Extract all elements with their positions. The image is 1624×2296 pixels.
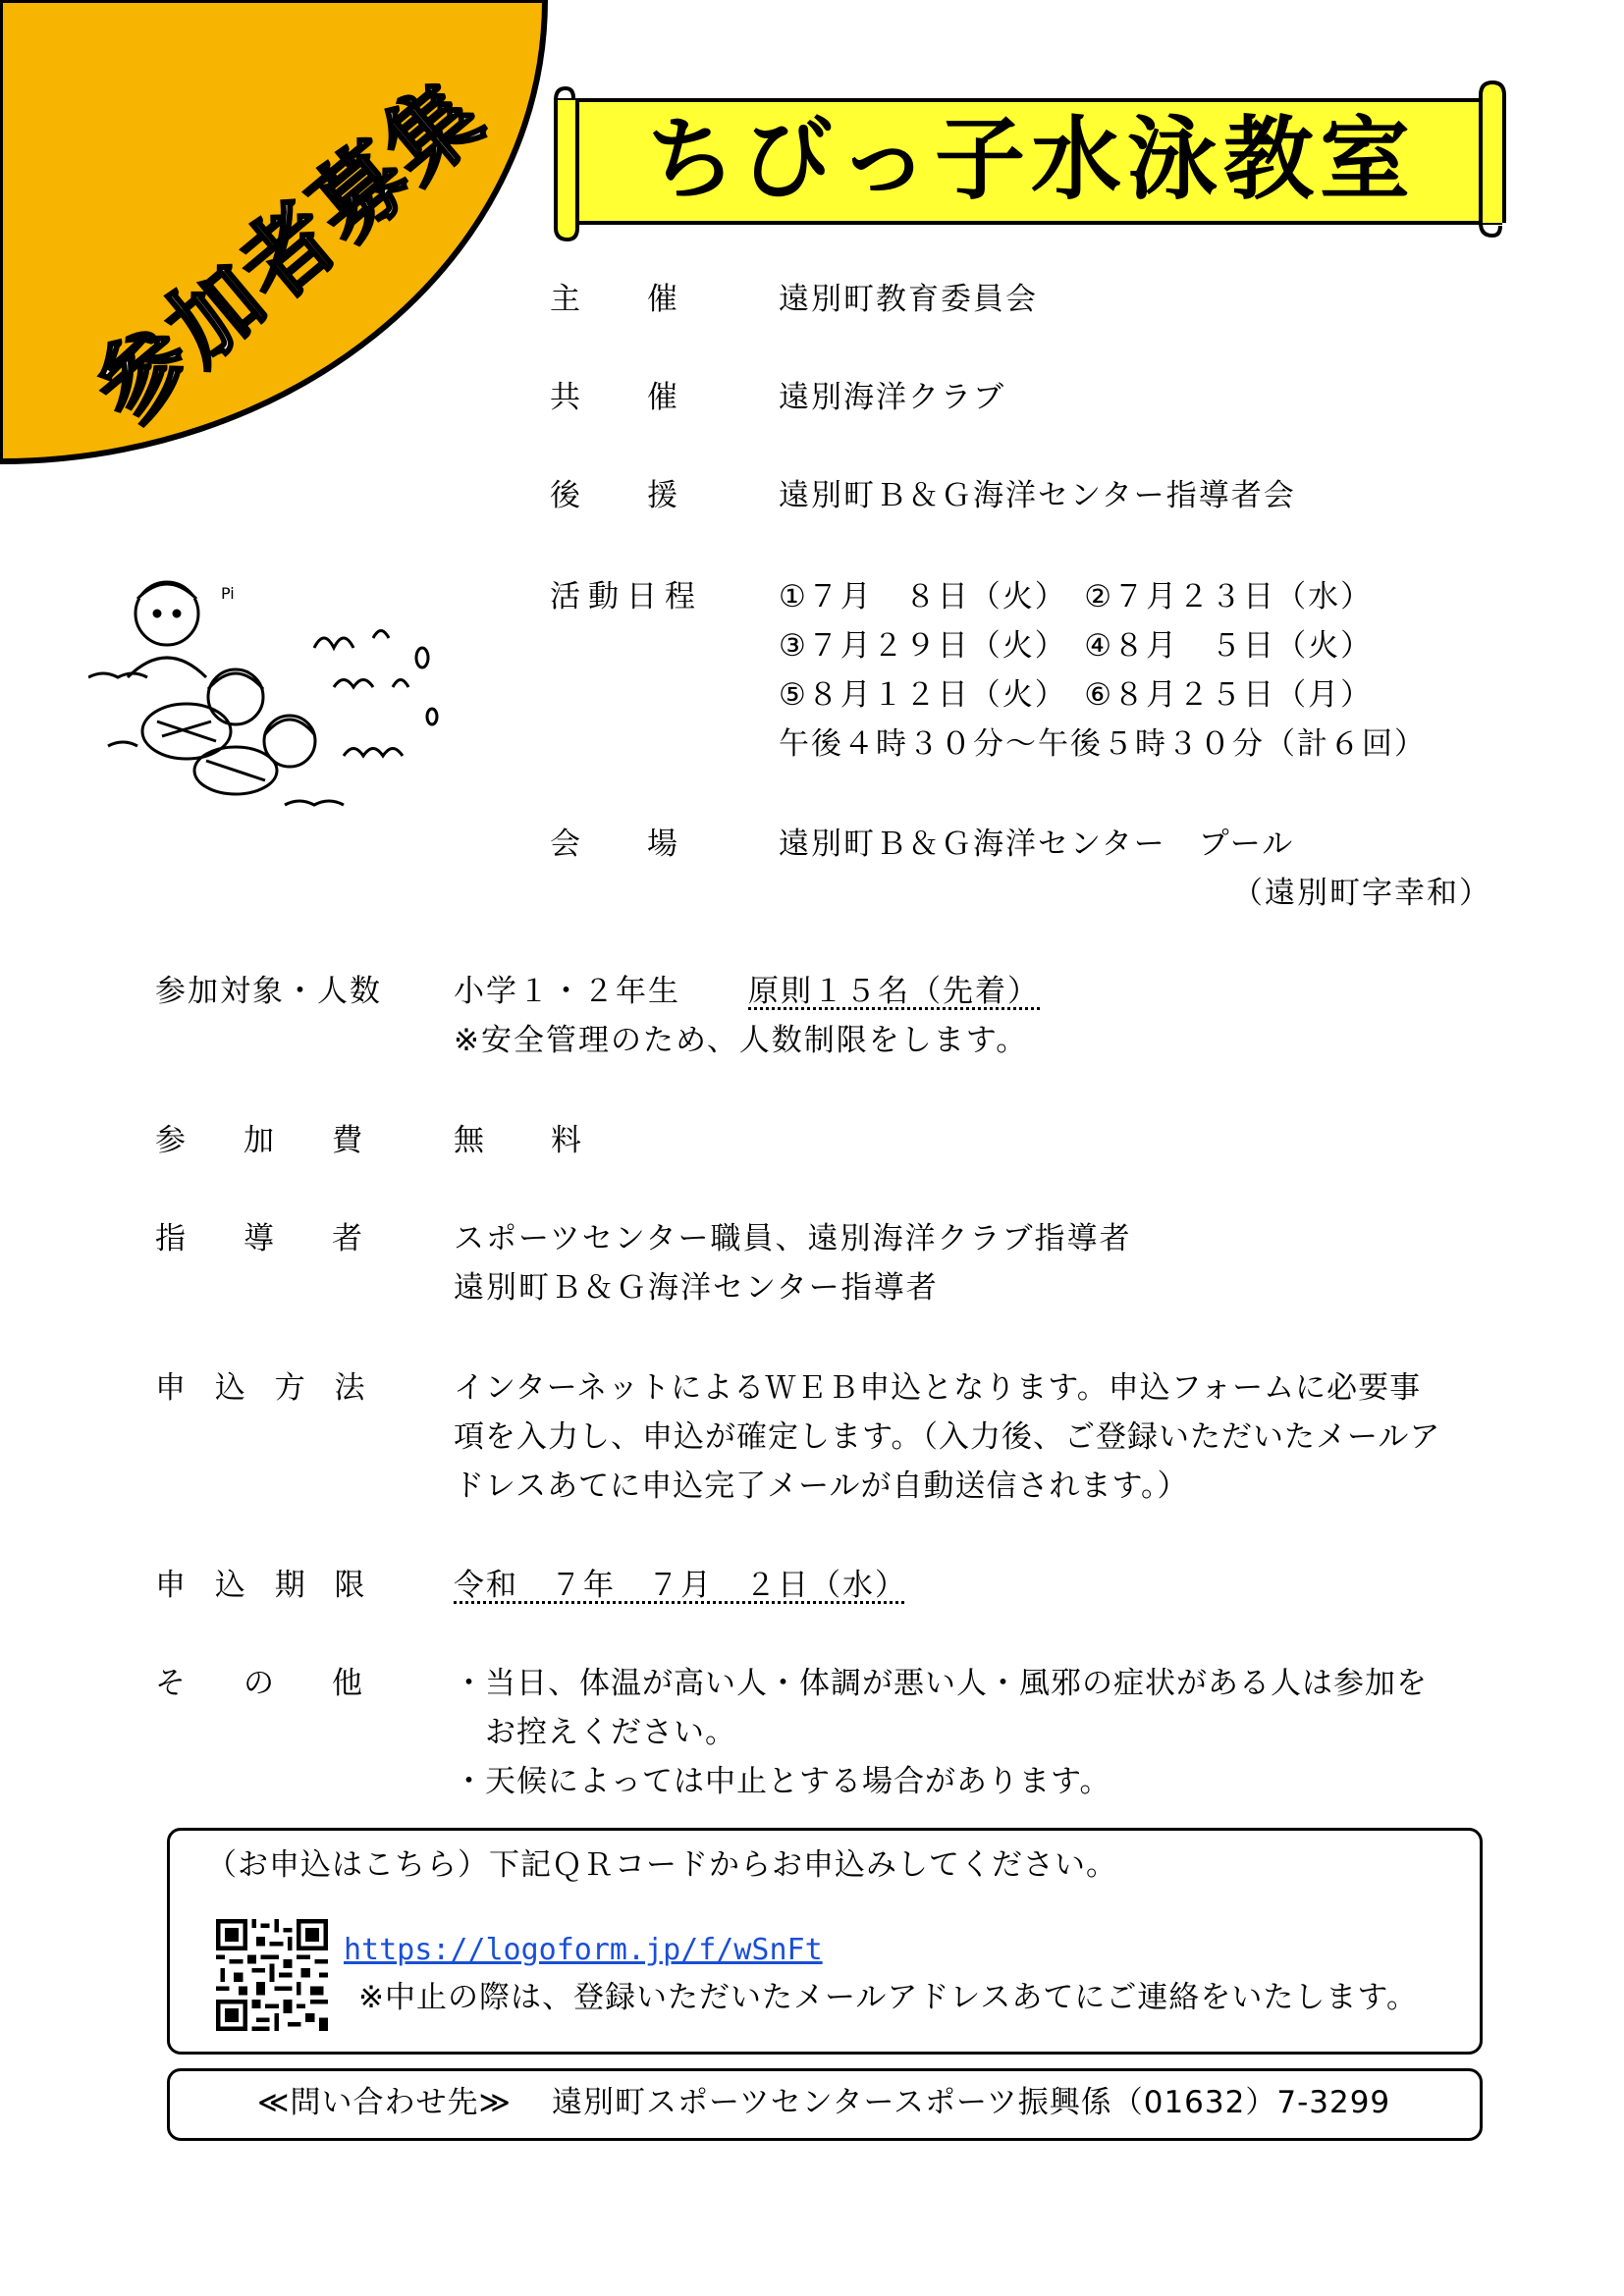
coorganizer-value: 遠別海洋クラブ bbox=[779, 380, 1005, 415]
support-label: 後 援 bbox=[550, 478, 679, 513]
other-line: ・天候によっては中止とする場合があります。 bbox=[454, 1764, 1111, 1799]
instructors-line: スポーツセンター職員、遠別海洋クラブ指導者 bbox=[454, 1221, 1132, 1256]
method-line: インターネットによるＷＥＢ申込となります。申込フォームに必要事 bbox=[454, 1370, 1422, 1406]
qr-code[interactable] bbox=[216, 1919, 328, 2031]
organizer-value: 遠別町教育委員会 bbox=[779, 282, 1038, 317]
apply-note: ※中止の際は、登録いただいたメールアドレスあてにご連絡をいたします。 bbox=[358, 1980, 1418, 2015]
method-line: 項を入力し、申込が確定します。（入力後、ご登録いただいたメールア bbox=[454, 1419, 1441, 1455]
schedule-line: ⑤８月１２日（火） ⑥８月２５日（月） bbox=[779, 677, 1374, 713]
page-title: ちびっ子水泳教室 bbox=[645, 107, 1416, 212]
coorganizer-label: 共 催 bbox=[550, 380, 679, 415]
apply-url-link[interactable]: https://logoform.jp/f/wSnFt bbox=[344, 1933, 823, 1967]
target-grade: 小学１・２年生 bbox=[454, 974, 680, 1009]
schedule-time: 午後４時３０分～午後５時３０分（計６回） bbox=[779, 726, 1427, 762]
fee-label: 参 加 費 bbox=[155, 1123, 376, 1158]
target-label: 参加対象・人数 bbox=[155, 974, 382, 1009]
badge-text: 参加者募集 bbox=[75, 60, 505, 445]
venue-label: 会 場 bbox=[550, 827, 679, 862]
swimming-kids-illustration bbox=[88, 560, 511, 825]
method-line: ドレスあてに申込完了メールが自動送信されます。） bbox=[454, 1468, 1189, 1504]
other-line: お控えください。 bbox=[454, 1715, 736, 1750]
apply-heading: （お申込はこちら）下記ＱＲコードからお申込みしてください。 bbox=[206, 1847, 1117, 1883]
support-value: 遠別町Ｂ＆Ｇ海洋センター指導者会 bbox=[779, 478, 1296, 513]
venue-value: 遠別町Ｂ＆Ｇ海洋センター プール bbox=[779, 827, 1295, 862]
organizer-label: 主 催 bbox=[550, 282, 679, 317]
target-capacity: 原則１５名（先着） bbox=[748, 974, 1040, 1009]
instructors-line: 遠別町Ｂ＆Ｇ海洋センター指導者 bbox=[454, 1270, 939, 1306]
deadline-label: 申 込 期 限 bbox=[155, 1568, 375, 1603]
schedule-label: 活動日程 bbox=[550, 579, 703, 614]
schedule-line: ①７月 ８日（火） ②７月２３日（水） bbox=[779, 579, 1374, 614]
contact-text: 遠別町スポーツセンタースポーツ振興係（01632）7-3299 bbox=[552, 2085, 1391, 2120]
venue-address: （遠別町字幸和） bbox=[1232, 876, 1491, 911]
schedule-line: ③７月２９日（火） ④８月 ５日（火） bbox=[779, 628, 1374, 664]
other-line: ・当日、体温が高い人・体調が悪い人・風邪の症状がある人は参加を bbox=[454, 1666, 1428, 1701]
svg-text:Pi: Pi bbox=[221, 584, 235, 603]
target-note: ※安全管理のため、人数制限をします。 bbox=[454, 1023, 1029, 1058]
contact-label: ≪問い合わせ先≫ bbox=[257, 2085, 512, 2120]
other-label: そ の 他 bbox=[155, 1666, 376, 1701]
deadline-value: 令和 ７年 ７月 ２日（水） bbox=[454, 1568, 907, 1603]
instructors-label: 指 導 者 bbox=[155, 1221, 376, 1256]
fee-value: 無 料 bbox=[454, 1123, 583, 1158]
method-label: 申 込 方 法 bbox=[155, 1370, 375, 1406]
